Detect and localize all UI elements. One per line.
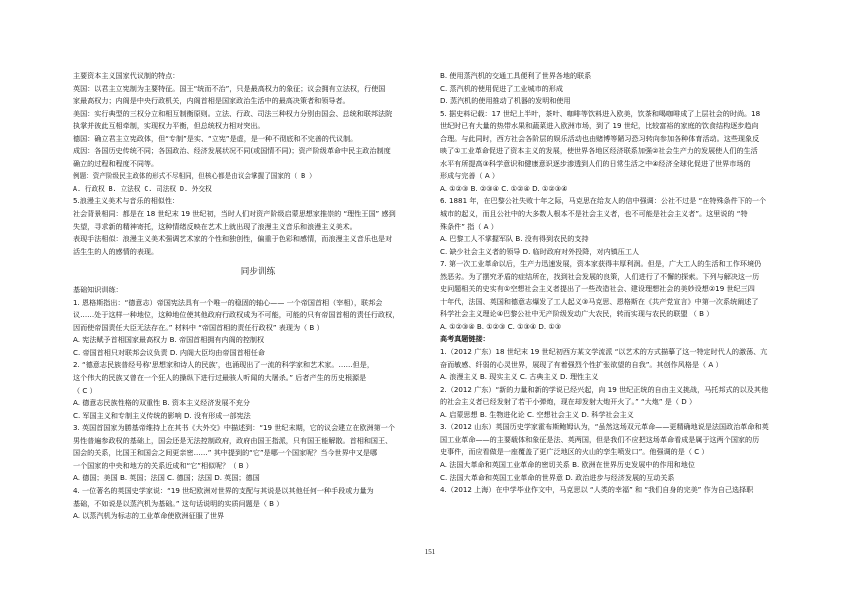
q7-block bbox=[440, 258, 810, 333]
question-line: 1. 恩格斯指出：“德意志）帝国宪法具有一个唯一的稳固的轴心—— 一个帝国首相（宰相），联邦会 bbox=[73, 297, 383, 307]
subsection-title: 基础知识训练： bbox=[73, 285, 123, 295]
question-line: A. 浪漫主义 B. 现实主义 C. 古典主义 D. 理性主义 bbox=[440, 372, 599, 382]
option-line: C. 蒸汽机的使用促进了工业城市的形成 bbox=[440, 83, 563, 93]
question-line: C. 缺少社会主义者的领导 D. 临时政府对外投降，对内镇压工人 bbox=[440, 246, 640, 256]
question-line: 基础，不如说是以蒸汽机为基础。” 这句话说明的实质问题是（ B ） bbox=[73, 498, 284, 508]
text-line: 英国：以君主立宪制为主要特征。国王“统而不治”，只是最高权力的象征；议会拥有立法权，行使国 bbox=[73, 83, 386, 93]
question-line: 3.（2012 山东）英国历史学家霍布斯鲍姆认为，“虽然这场双元革命——更精确地说是法国政治革命和英 bbox=[440, 422, 769, 432]
question-line: A. ①②③ B. ②③④ C. ①②④ D. ①②③④ bbox=[440, 183, 568, 193]
left-column bbox=[73, 70, 443, 523]
question-line: 5. 据史料记载：17 世纪上半叶，茶叶、咖啡等饮料进入欧美，饮茶和喝咖啡成了上层社会的时尚。18 bbox=[440, 108, 761, 118]
text-line: 活生生的人的感情的表现。 bbox=[73, 246, 159, 256]
page-number: 151 bbox=[424, 548, 436, 556]
romanticism-block bbox=[73, 195, 443, 258]
right-column bbox=[440, 70, 810, 497]
question-line: 世纪时已有大量的热带水果和蔬菜进入欧洲市场，到了 19 世纪，比较富裕的家庭的饮食结构逐步趋向 bbox=[440, 121, 759, 131]
questions-block bbox=[73, 297, 443, 523]
q6-block bbox=[440, 195, 810, 258]
question-line: C. 军国主义和专制主义传统的影响 D. 没有形成一部宪法 bbox=[73, 410, 251, 420]
question-line: 因而使帝国责任大臣无法存在。” 材料中 “帝国首相的责任行政权” 表现为（ B ） bbox=[73, 322, 324, 332]
question-line: C. 法国大革命和英国工业革命的世界意 D. 政治进步与经济发展的互动关系 bbox=[440, 472, 675, 482]
question-line: 殊条件” 指（ A ） bbox=[440, 221, 498, 231]
example-options: A. 行政权 B. 立法权 C. 司法权 D. 外交权 bbox=[73, 184, 212, 193]
text-line: 执掌并彼此互相牵制，实现权力平衡，但总统权力相对突出。 bbox=[73, 121, 265, 131]
gaokao-block bbox=[440, 346, 810, 497]
question-line: 形成与完善（ A ） bbox=[440, 171, 500, 181]
text-line: 主要资本主义国家代议制的特点： bbox=[73, 71, 180, 80]
section-title: 同步训练 bbox=[240, 267, 276, 278]
question-line: A. ①②③④ B. ①②③ C. ①③④ D. ①③ bbox=[440, 321, 562, 331]
question-line: 这个伟大的民族又曾在一个狂人的操纵下进行过最骇人听闻的大屠杀。” 后者产生的历史根源是 bbox=[73, 373, 367, 383]
question-line: 史问题相关的史实有①空想社会主义者提出了一些改造社会、建设理想社会的美妙设想②19 世纪三四 bbox=[440, 284, 755, 294]
question-line: A. 德意志民族性格的双重性 B. 资本主义经济发展不充分 bbox=[73, 398, 250, 408]
q5-block bbox=[440, 108, 810, 196]
question-line: 男性普遍参政权的基础上，国会还是无法控制政府，政府由国王指派，只有国王能解散。首相和国王、 bbox=[73, 435, 393, 445]
question-line: 十年代，法国、英国和德意志爆发了工人起义③马克思、恩格斯在《共产党宣言》中第一次系统阐述了 bbox=[440, 296, 759, 306]
text-line: 成因：各国历史传统不同；各国政治、经济发展状况不同(或国情不同)；资产阶级革命中民主政治制度 bbox=[73, 146, 391, 156]
question-line: （ C ） bbox=[73, 385, 97, 395]
question-line: 1.（2012 广东）18 世纪末 19 世纪初西方某文学流派 “以艺术的方式描摹了这一特定时代人的激荡、亢 bbox=[440, 347, 768, 357]
question-line: 3. 英国首国家为勝基帝维持上在其书《大外交》中描述到：“19 世纪末期，它的议会建立在欧洲第一个 bbox=[73, 423, 395, 433]
question-line: 6. 1881 年，在巴黎公社失败十年之际，马克思在给友人的信中强调：公社不过是 “在特殊条件下的一个 bbox=[440, 196, 767, 206]
example-question: 例题：资产阶级民主政体的形式不尽相同，但核心都是由议会掌握了国家的（ B ） bbox=[73, 172, 316, 181]
question-line: A. 巴黎工人不掌握军队 B. 没有得到农民的支持 bbox=[440, 234, 589, 244]
question-line: 议……处于这样一种地位，这种地位使其他政府行政权成为不可能，可能的只有帝国首相的责任行政权， bbox=[73, 310, 400, 320]
question-line: A. 启蒙思想 B. 生物进化论 C. 空想社会主义 D. 科学社会主义 bbox=[440, 409, 634, 419]
text-line: 确立的过程和程度不同等。 bbox=[73, 158, 159, 168]
question-line: 国工业革命——的主要载体和象征是法、英两国，但是我们不应把这场革命看成是属于这两个国家的历 bbox=[440, 434, 760, 444]
text-line: 失望，寻求新的精神寄托，这种情绪反映在艺术上就出现了浪漫主义音乐和浪漫主义美术。 bbox=[73, 221, 357, 231]
question-line: 7. 第一次工业革命以后，生产力迅速发展，资本家获得丰厚利润。但是，广大工人的生活和工作环境仍 bbox=[440, 259, 762, 269]
question-line: 4.（2012 上海）在中学毕业作文中，马克思以 “人类的幸福” 和 “我们自身的完美” 作为自己选择职 bbox=[440, 485, 754, 495]
question-line: 4. 一位著名的英国史学家说：“19 世纪欧洲对世界的支配与其说是以其他任何一种手段或力量为 bbox=[73, 485, 374, 495]
text-line: 德国：确立君主立宪政体，但“专制”是实、“立宪”是虚，是一种不彻底和不完善的代议制。 bbox=[73, 133, 358, 143]
question-line: A. 法国大革命和英国工业革命的密切关系 B. 欧洲在世界历史发展中的作用和地位 bbox=[440, 459, 695, 469]
option-line: B. 使用蒸汽机的交通工具便利了世界各地的联系 bbox=[440, 71, 592, 80]
question-line: 科学社会主义理论④巴黎公社中无产阶级发动广大农民，转而实现与农民的联盟 （ B ） bbox=[440, 309, 714, 319]
question-line: 一个国家的中央和地方的关系近成和“它”相似呢？（ B ） bbox=[73, 460, 253, 470]
text-line: 家最高权力；内阁是中央行政机关，内阁首相是国家政治生活中的最高决策者和领导者。 bbox=[73, 96, 350, 106]
question-line: 国会的关系，比国王和国会之间更亲密……” 其中提到的“它”是哪一个国家呢？当今世界中又是哪 bbox=[73, 448, 378, 458]
question-line: 然恶劣。为了摆究矛盾的症结所在，找到社会发展的良策，人们进行了不懈的探索。下列与解决这一历 bbox=[440, 271, 760, 281]
text-line: 美国：实行典型的三权分立和相互制衡原则。立法、行政、司法三种权力分别由国会、总统和联邦法院 bbox=[73, 108, 393, 118]
question-line: A. 德国；美国 B. 英国；法国 C. 德国；法国 D. 英国；德国 bbox=[73, 473, 260, 483]
question-line: A. 以蒸汽机为标志的工业革命使欧洲征服了世界 bbox=[73, 511, 225, 521]
intro-block bbox=[73, 70, 443, 170]
text-line: 5.浪漫主义美术与音乐的相似性： bbox=[73, 196, 180, 206]
question-line: 水平有所提高③科学意识和健康意识逐步渗透到人们的日常生活之中④经济全球化促进了世界市场的 bbox=[440, 158, 751, 168]
text-line: 表现手法相似：浪漫主义美术强调艺术家的个性和独创性，偏重于色彩和感情，而浪漫主义音乐也是对 bbox=[73, 234, 393, 244]
question-line: 2. “德意志民族普经号称‘思想家和诗人的民族’，也涌现出了一流的科学家和艺术家。……但是， bbox=[73, 360, 374, 370]
question-line: 史事件，而应看做是一座覆盖了更广泛地区的火山的孪生喷发口”。他强调的是（ C ） bbox=[440, 447, 709, 457]
gaokao-title: 高考真题链接： bbox=[440, 334, 490, 344]
q4-options-block bbox=[440, 70, 810, 108]
option-line: D. 蒸汽机的使用推动了机器的发明和使用 bbox=[440, 96, 571, 106]
question-line: A. 宪法赋予首相国家最高权力 B. 帝国首相拥有内阁的控制权 bbox=[73, 335, 265, 345]
question-line: 奋而敏感、纤弱的心灵世界，展现了有着强烈个性扩张欲望的自我”。其创作风格是（ A ） bbox=[440, 359, 723, 369]
question-line: 合理。与此同时，西方社会各阶层的娱乐活动也由赌博等陋习恐习转向参加各种体育活动。这些现象反 bbox=[440, 133, 760, 143]
question-line: 的社会主义者已经发射了若干小弹炮，现在却发射大炮开火了。” “大炮” 是（ D ） bbox=[440, 397, 697, 407]
question-line: 城市的起义，而且公社中的大多数人根本不是社会主义者，也不可能是社会主义者”。这里说的 “特 bbox=[440, 209, 748, 219]
question-line: 2.（2012 广东）“新的力量和新的学说已经兴起，向 19 世纪正统的自由主义挑战，马托邦式的以及其他 bbox=[440, 384, 769, 394]
question-line: 映了①工业革命促进了资本主义的发展，使世界各地区经济联系加强②社会生产力的发展使人们的生活 bbox=[440, 146, 758, 156]
question-line: C. 帝国首相只对联邦会议负责 D. 内阁大臣均由帝国首相任命 bbox=[73, 347, 265, 357]
text-line: 社会背景相同：都是在 18 世纪末 19 世纪初，当时人们对资产阶级启蒙思想家推崇的 “理性王国” 感到 bbox=[73, 209, 396, 219]
